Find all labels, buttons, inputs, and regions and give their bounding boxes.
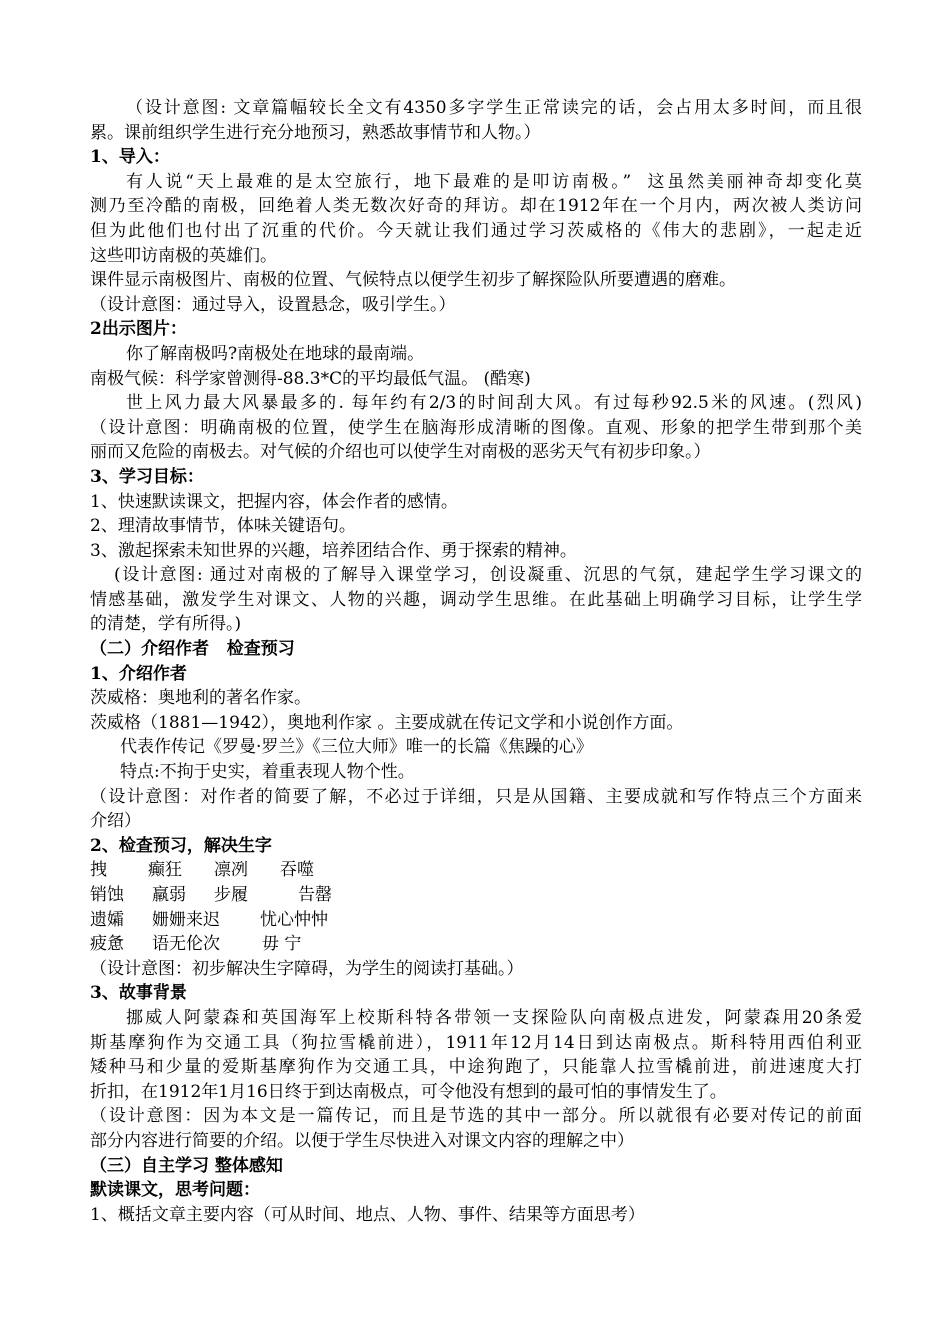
vocab-word: 毋 宁 <box>262 934 302 955</box>
vocab-word: 疲惫 <box>90 934 124 955</box>
vocabulary-list <box>90 858 862 956</box>
vocab-word: 步履 <box>214 885 248 905</box>
text-line: 2、检查预习，解决生字 <box>90 835 272 856</box>
text-line: （三）自主学习 整体感知 <box>90 1155 283 1176</box>
text-line: 你了解南极吗?南极处在地球的最南端。 <box>126 343 425 364</box>
vocab-row <box>90 908 862 933</box>
vocab-word: 拽 <box>90 860 107 881</box>
text-line: 南极气候：科学家曾测得-88.3*C的平均最低气温。 (酷寒) <box>90 368 531 389</box>
text-line: 测乃至冷酷的南极，回绝着人类无数次好奇的拜访。却在1912年在一个月内，两次被人类访问 <box>90 196 862 217</box>
text-line: 这些叩访南极的英雄们。 <box>90 245 277 266</box>
text-line: 茨威格：奥地利的著名作家。 <box>90 688 311 709</box>
text-line: 1、概括文章主要内容（可从时间、地点、人物、事件、结果等方面思考） <box>90 1204 645 1225</box>
text-line: 2、理清故事情节，体味关键语句。 <box>90 516 356 537</box>
document-body-part-1 <box>90 96 862 858</box>
text-line: （二）介绍作者 检查预习 <box>90 639 295 660</box>
text-line: 3、学习目标： <box>90 466 204 487</box>
text-line: 的清楚，学有所得。) <box>90 614 242 635</box>
vocab-word: 语无伦次 <box>152 934 220 955</box>
text-line: 世上风力最大风暴最多的. 每年约有2/3的时间刮大风。有过每秒92.5米的风速。(烈风) <box>126 393 862 414</box>
vocab-word: 遗孀 <box>90 909 124 930</box>
vocab-word: 羸弱 <box>152 885 186 905</box>
text-line: 累。课前组织学生进行充分地预习，熟悉故事情节和人物。） <box>90 122 541 143</box>
text-line: 有人说“天上最难的是太空旅行，地下最难的是叩访南极。” 这虽然美丽神奇却变化莫 <box>126 171 862 192</box>
vocab-word: 姗姗来迟 <box>152 909 220 930</box>
text-line: 1、介绍作者 <box>90 663 187 684</box>
text-line: 1、导入： <box>90 147 170 168</box>
text-line: 3、激起探索未知世界的兴趣，培养团结合作、勇于探索的精神。 <box>90 540 577 561</box>
document-body-part-2 <box>90 957 862 1228</box>
text-line: 2出示图片： <box>90 319 187 340</box>
vocab-row <box>90 858 862 883</box>
vocab-word: 销蚀 <box>90 885 124 905</box>
text-line: （设计意图：通过导入，设置悬念，吸引学生。） <box>90 294 456 315</box>
text-line: 但为此他们也付出了沉重的代价。今天就让我们通过学习茨威格的《伟大的悲剧》，一起走近 <box>90 220 862 241</box>
text-line: 丽而又危险的南极去。对气候的介绍也可以使学生对南极的恶劣天气有初步印象。） <box>90 442 711 463</box>
vocab-word: 告罄 <box>298 885 332 905</box>
vocab-word: 凛冽 <box>214 860 248 881</box>
vocab-word: 癫狂 <box>148 860 182 881</box>
text-line: 课件显示南极图片、南极的位置、气候特点以便学生初步了解探险队所要遭遇的磨难。 <box>90 270 736 291</box>
text-line: 茨威格（1881—1942），奥地利作家 。主要成就在传记文学和小说创作方面。 <box>90 712 684 733</box>
text-line: 1、快速默读课文，把握内容，体会作者的感情。 <box>90 491 458 512</box>
text-line: 代表作传记《罗曼·罗兰》《三位大师》唯一的长篇《焦躁的心》 <box>120 737 593 758</box>
text-line: 挪威人阿蒙森和英国海军上校斯科特各带领一支探险队向南极点进发，阿蒙森用20条爱 <box>126 1007 862 1028</box>
text-line: 特点:不拘于史实，着重表现人物个性。 <box>120 762 415 783</box>
text-line: （设计意图：明确南极的位置，使学生在脑海形成清晰的图像。直观、形象的把学生带到那个美 <box>90 417 862 438</box>
text-line: 斯基摩狗作为交通工具（狗拉雪橇前进），1911年12月14日到达南极点。斯科特用西伯利亚 <box>90 1032 862 1053</box>
vocab-row <box>90 932 862 957</box>
vocab-word: 忧心忡忡 <box>260 909 328 930</box>
text-line: 默读课文，思考问题： <box>90 1180 260 1201</box>
text-line: 3、故事背景 <box>90 983 187 1004</box>
text-line: （设计意图: 文章篇幅较长全文有4350多字学生正常读完的话，会占用太多时间，而且很 <box>126 98 862 118</box>
text-line: 矮种马和少量的爱斯基摩狗作为交通工具，中途狗跑了，只能靠人拉雪橇前进，前进速度大打 <box>90 1057 862 1078</box>
text-line: （设计意图：因为本文是一篇传记，而且是节选的其中一部分。所以就很有必要对传记的前面 <box>90 1106 862 1127</box>
text-line: 介绍） <box>90 811 141 832</box>
vocab-row <box>90 883 862 908</box>
text-line: 情感基础，激发学生对课文、人物的兴趣，调动学生思维。在此基础上明确学习目标，让学生学 <box>90 589 862 610</box>
text-line: （设计意图：对作者的简要了解，不必过于详细，只是从国籍、主要成就和写作特点三个方面来 <box>90 786 862 807</box>
text-line: 部分内容进行简要的介绍。以便于学生尽快进入对课文内容的理解之中） <box>90 1130 634 1151</box>
text-line: 折扣，在1912年1月16日终于到达南极点，可令他没有想到的最可怕的事情发生了。 <box>90 1081 727 1102</box>
text-line: （设计意图：初步解决生字障碍，为学生的阅读打基础。） <box>90 958 524 979</box>
vocab-word: 吞噬 <box>280 860 314 881</box>
text-line: (设计意图: 通过对南极的了解导入课堂学习，创设凝重、沉思的气氛，建起学生学习课文的 <box>114 565 862 586</box>
